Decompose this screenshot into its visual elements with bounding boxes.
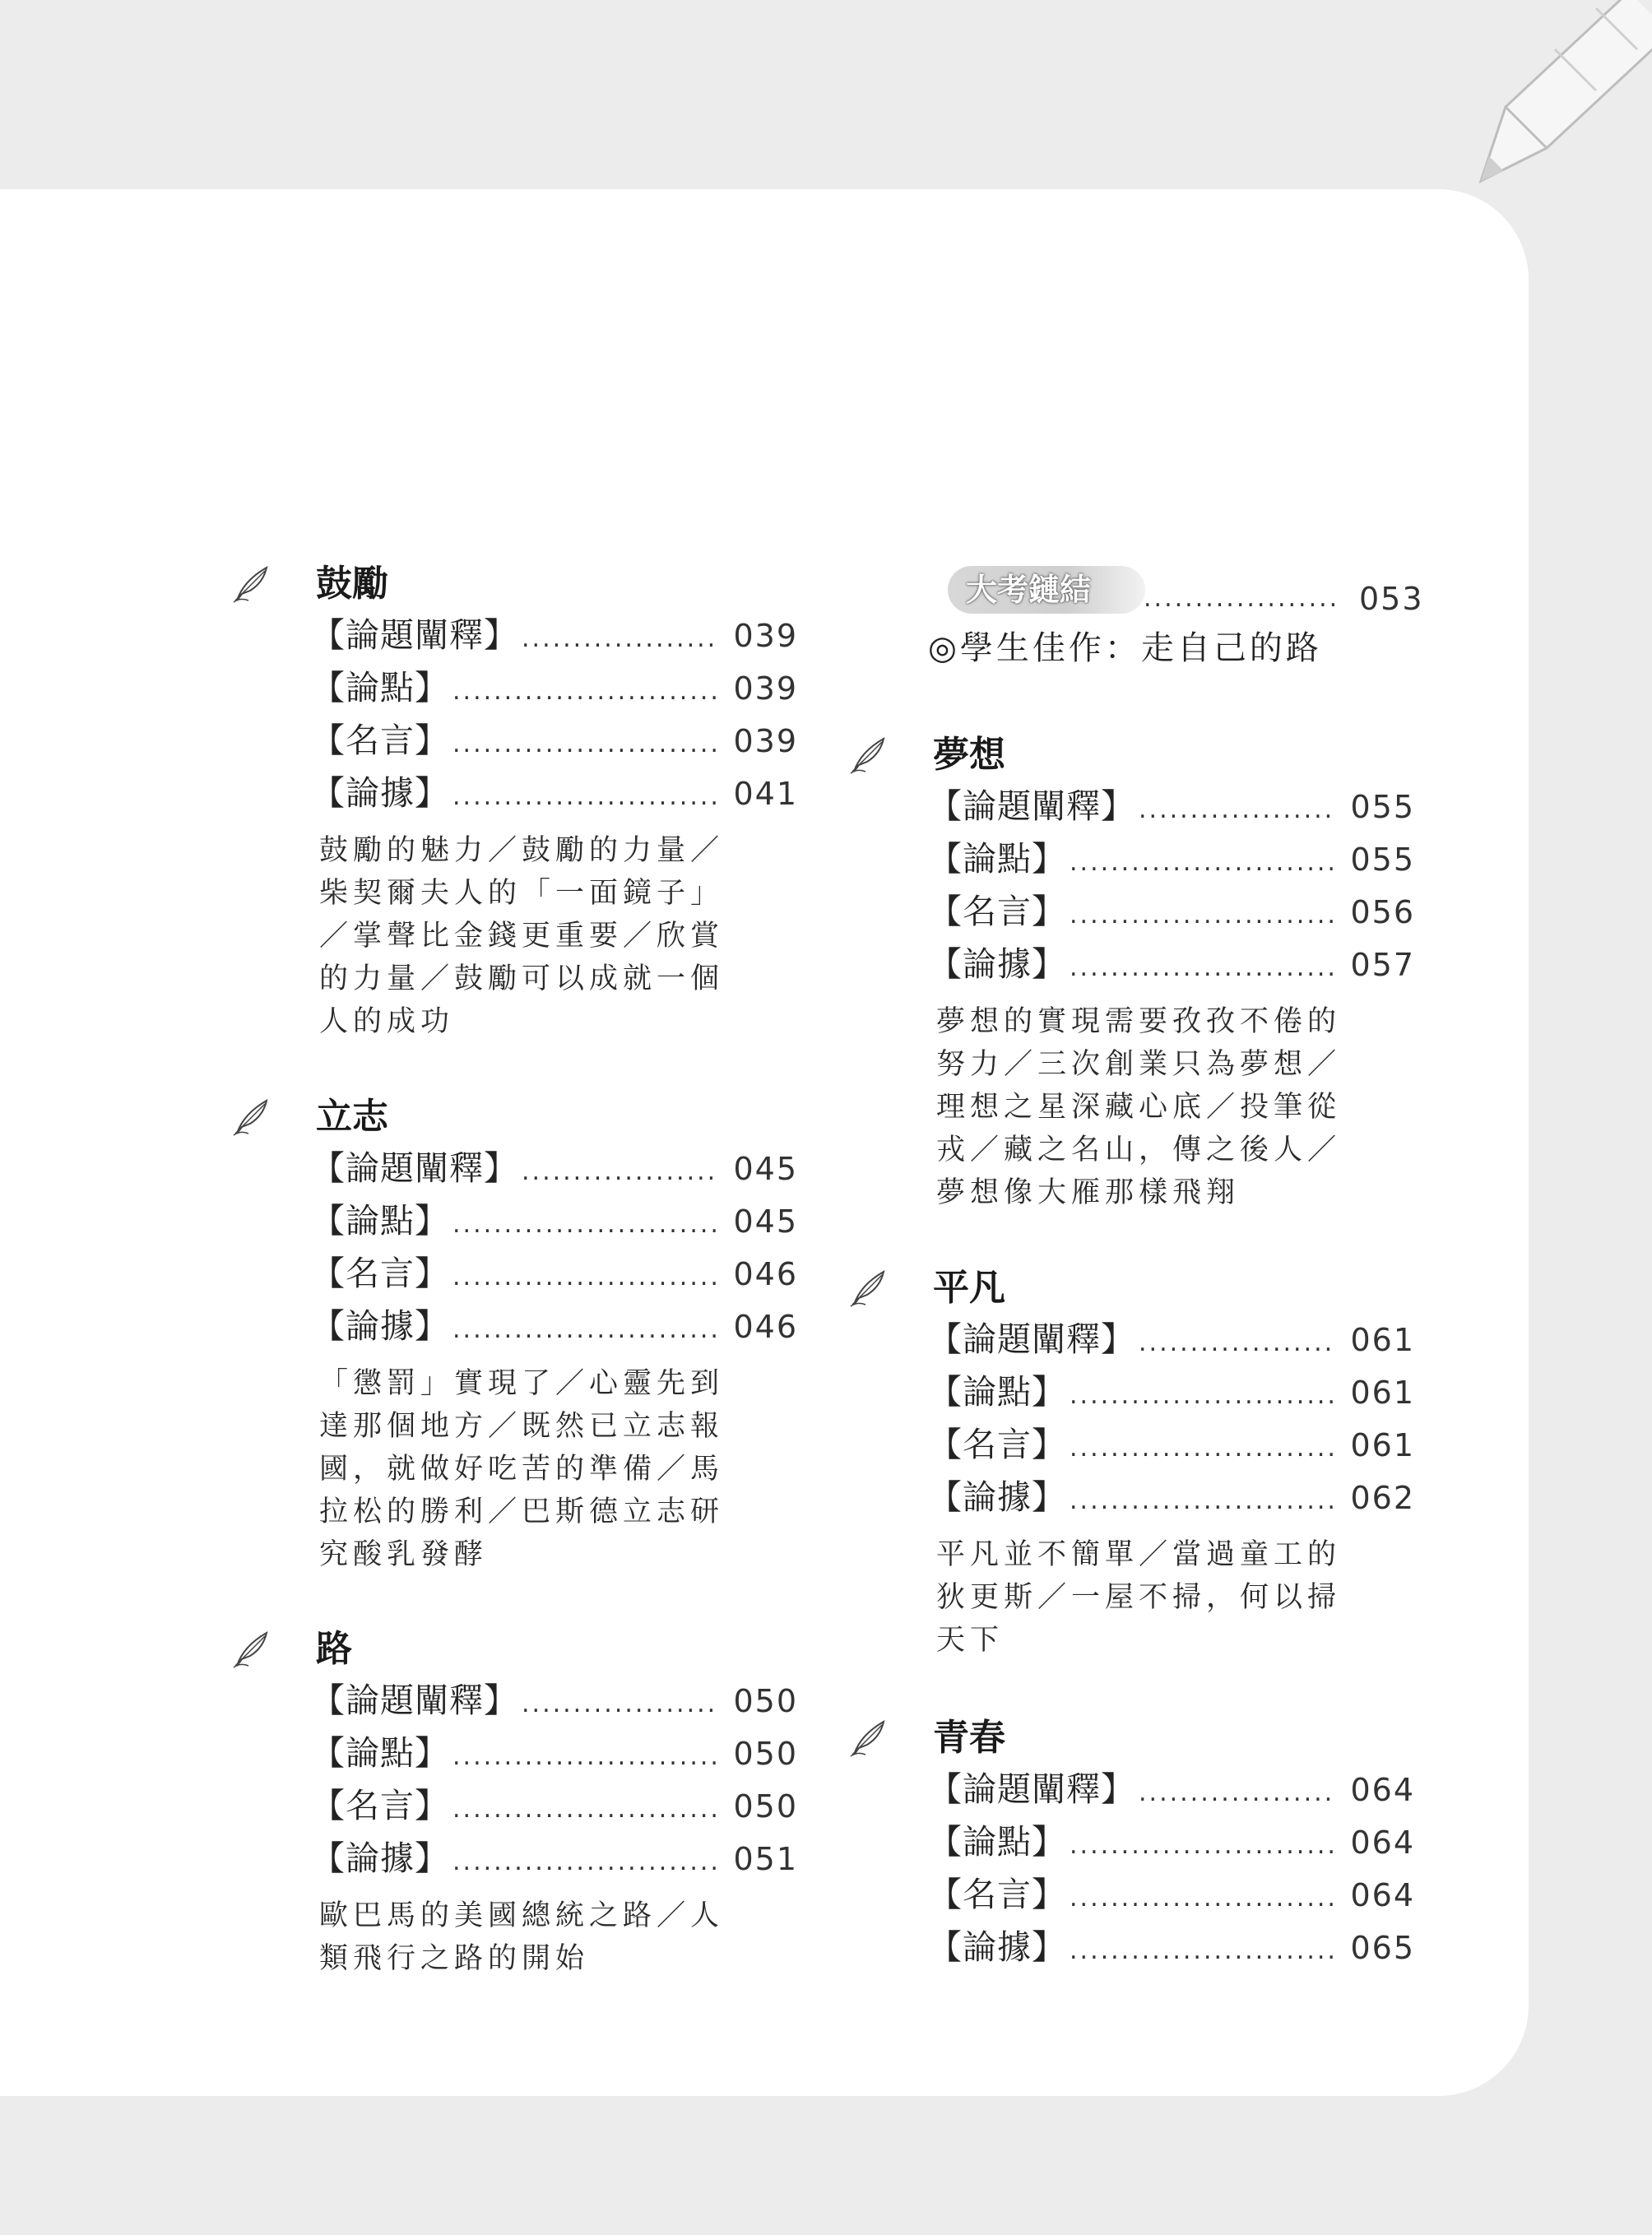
toc-entry[interactable]: 【名言】 .......................... 046	[311, 1254, 798, 1293]
section-description: 「懲罰」實現了／心靈先到達那個地方／既然已立志報國，就做好吃苦的準備／馬拉松的勝利／巴斯德立志研究酸乳發酵	[319, 1367, 725, 1571]
toc-entry[interactable]: 【論據】 .......................... 051	[311, 1839, 798, 1878]
toc-entry[interactable]: 【論點】 .......................... 061	[928, 1372, 1415, 1412]
section-title: 立志	[316, 1096, 388, 1138]
section-title: 鼓勵	[316, 563, 388, 605]
toc-entry[interactable]: 【論據】 .......................... 065	[928, 1927, 1415, 1967]
toc-entry[interactable]: 【論據】 .......................... 046	[311, 1306, 798, 1346]
toc-entry[interactable]: 【論題闡釋】 ................... 061	[928, 1319, 1415, 1359]
toc-entry[interactable]: 【論題闡釋】 ................... 039	[311, 615, 798, 655]
feather-pen-icon	[849, 735, 889, 775]
toc-entry[interactable]: 【論題闡釋】 ................... 050	[311, 1681, 798, 1720]
toc-entry[interactable]: 【論點】 .......................... 055	[928, 839, 1415, 879]
toc-entry[interactable]: 【名言】 .......................... 050	[311, 1786, 798, 1825]
exam-link-badge: 大考鏈結	[948, 566, 1145, 614]
feather-pen-icon	[232, 1097, 271, 1137]
feather-pen-icon	[849, 1268, 889, 1308]
toc-entry[interactable]: 【名言】 .......................... 061	[928, 1425, 1415, 1464]
section-description: 平凡並不簡單／當過童工的狄更斯／一屋不掃，何以掃天下	[936, 1538, 1342, 1657]
feather-pen-icon	[232, 564, 271, 604]
toc-entry[interactable]: 【名言】 .......................... 056	[928, 892, 1415, 931]
section-title: 青春	[933, 1717, 1005, 1759]
feather-pen-icon	[232, 1630, 271, 1669]
toc-entry[interactable]: 【論題闡釋】 ................... 055	[928, 786, 1415, 826]
student-work-entry[interactable]: ◎學生佳作：走自己的路	[928, 629, 1322, 667]
toc-entry[interactable]: 【名言】 .......................... 064	[928, 1875, 1415, 1914]
toc-entry[interactable]: 【論據】 .......................... 057	[928, 944, 1415, 984]
section-encouragement	[232, 559, 798, 1043]
section-exam-link	[849, 566, 1424, 675]
toc-entry[interactable]: 【論題闡釋】 ................... 064	[928, 1769, 1415, 1809]
toc-entry[interactable]: 【論點】 .......................... 039	[311, 668, 798, 707]
toc-entry[interactable]: 【論點】 .......................... 064	[928, 1822, 1415, 1862]
section-description: 鼓勵的魅力／鼓勵的力量／柴契爾夫人的「一面鏡子」／掌聲比金錢更重要／欣賞的力量／鼓勵可以成就一個人的成功	[319, 834, 725, 1038]
toc-entry[interactable]: 【論題闡釋】 ................... 045	[311, 1148, 798, 1188]
section-description: 夢想的實現需要孜孜不倦的努力／三次創業只為夢想／理想之星深藏心底／投筆從戎／藏之名山，傳之後人／夢想像大雁那樣飛翔	[936, 1005, 1342, 1209]
section-dream	[849, 730, 1415, 1214]
feather-pen-icon	[849, 1718, 889, 1758]
toc-entry[interactable]: 【論據】 .......................... 041	[311, 773, 798, 813]
toc-entry[interactable]: 【論據】 .......................... 062	[928, 1477, 1415, 1517]
toc-entry[interactable]: 【論點】 .......................... 045	[311, 1201, 798, 1240]
section-title: 路	[316, 1628, 352, 1670]
toc-entry[interactable]: 【名言】 .......................... 039	[311, 721, 798, 760]
section-road	[232, 1625, 798, 1980]
toc-entry[interactable]: 【論點】 .......................... 050	[311, 1733, 798, 1773]
section-ambition	[232, 1092, 798, 1576]
section-youth	[849, 1713, 1415, 1973]
section-title: 夢想	[933, 734, 1005, 776]
section-title: 平凡	[933, 1267, 1005, 1309]
pencil-icon	[1456, 0, 1652, 197]
section-description: 歐巴馬的美國總統之路／人類飛行之路的開始	[319, 1899, 725, 1975]
section-ordinary	[849, 1264, 1415, 1662]
exam-link-entry[interactable]: 大考鏈結 ................... 053	[849, 566, 1417, 619]
